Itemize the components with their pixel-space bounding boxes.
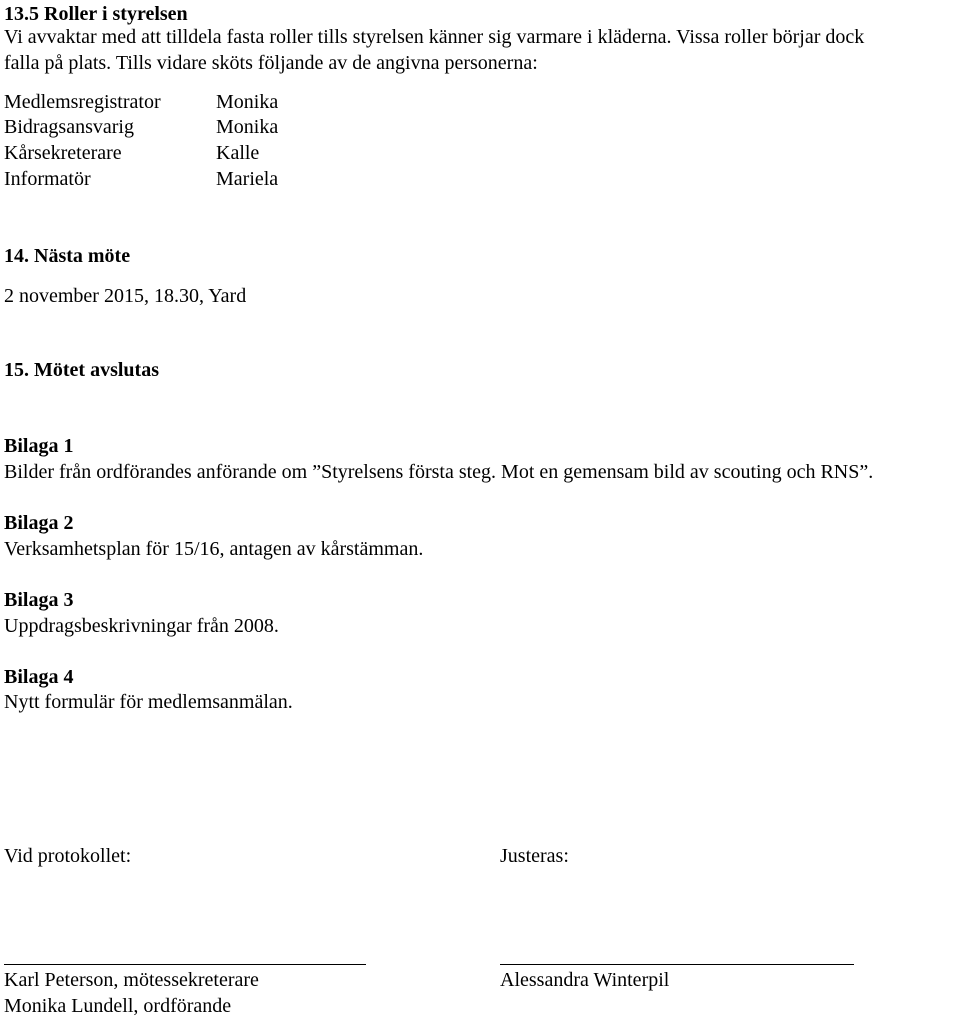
next-meeting-details: 2 november 2015, 18.30, Yard [4,285,247,307]
role-person: Monika [216,116,279,138]
signatory-name: Karl Peterson, mötessekreterare [4,969,259,991]
role-label: Bidragsansvarig [4,116,134,138]
signatory-name: Monika Lundell, ordförande [4,995,232,1017]
signature-label-minutes: Vid protokollet: [4,845,132,867]
attachment-title: Bilaga 1 [4,435,74,457]
role-label: Medlemsregistrator [4,91,161,113]
signature-line [4,964,366,965]
role-person: Monika [216,91,279,113]
section-paragraph-line: Vi avvaktar med att tilldela fasta roller tills styrelsen känner sig varmare i kläderna. Vissa roller börjar dock [4,26,865,48]
signature-line [500,964,854,965]
section-heading-meeting-closed: 15. Mötet avslutas [4,359,159,381]
section-paragraph-line: falla på plats. Tills vidare sköts följande av de angivna personerna: [4,52,538,74]
signature-label-approved: Justeras: [500,845,569,867]
attachment-title: Bilaga 3 [4,589,74,611]
role-person: Mariela [216,168,279,190]
attachment-title: Bilaga 2 [4,512,74,534]
section-heading-roles: 13.5 Roller i styrelsen [4,3,188,25]
attachment-description: Uppdragsbeskrivningar från 2008. [4,615,279,637]
role-label: Kårsekreterare [4,142,122,164]
signatory-name: Alessandra Winterpil [500,969,670,991]
role-label: Informatör [4,168,91,190]
attachment-title: Bilaga 4 [4,666,74,688]
attachment-description: Verksamhetsplan för 15/16, antagen av kårstämman. [4,538,424,560]
section-heading-next-meeting: 14. Nästa möte [4,245,131,267]
role-person: Kalle [216,142,260,164]
attachment-description: Nytt formulär för medlemsanmälan. [4,691,293,713]
attachment-description: Bilder från ordförandes anförande om ”Styrelsens första steg. Mot en gemensam bild av scouting och RNS”. [4,461,874,483]
